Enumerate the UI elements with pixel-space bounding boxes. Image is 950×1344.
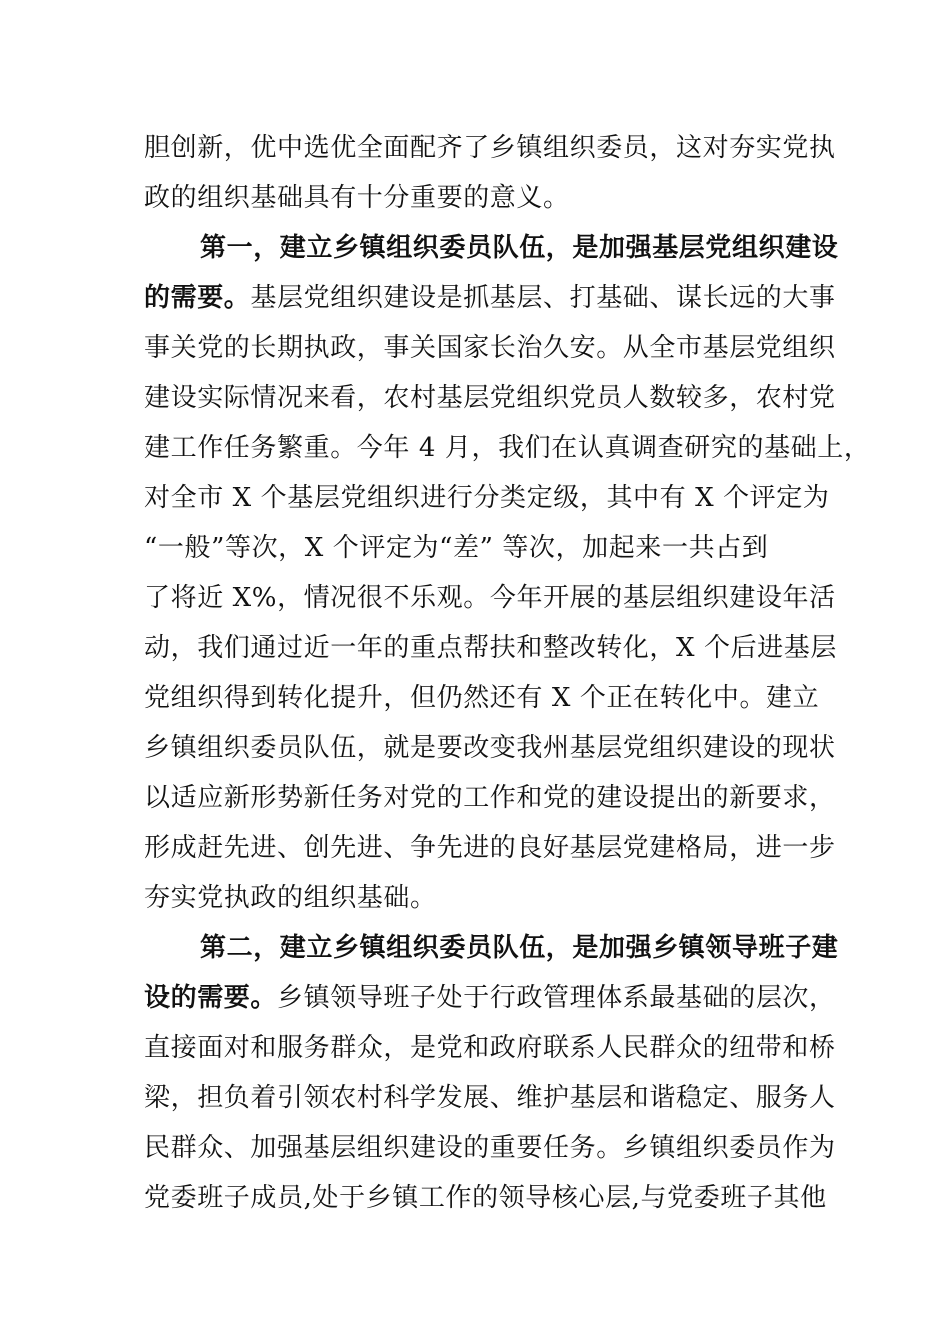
body-line-6: 建设实际情况来看，农村基层党组织党员人数较多，农村党 — [144, 383, 836, 413]
body-line-12: 党组织得到转化提升，但仍然还有 X 个正在转化中。建立 — [144, 683, 820, 713]
body-line-13: 乡镇组织委员队伍，就是要改变我州基层党组织建设的现状 — [144, 733, 836, 763]
section-two-heading-line-1 — [200, 928, 838, 968]
body-line-9: “一般”等次，X 个评定为“差” 等次，加起来一共占到 — [144, 533, 769, 563]
section-two-heading-line-2: 设的需要。乡镇领导班子处于行政管理体系最基础的层次， — [144, 983, 836, 1013]
section-one-heading-line-1 — [200, 228, 838, 268]
body-line-19: 直接面对和服务群众，是党和政府联系人民群众的纽带和桥 — [144, 1033, 836, 1063]
body-line-14: 以适应新形势新任务对党的工作和党的建设提出的新要求， — [144, 783, 836, 813]
section-two-heading: 第二，建立乡镇组织委员队伍，是加强乡镇领导班子建 — [200, 933, 839, 963]
body-line-11: 动，我们通过近一年的重点帮扶和整改转化，X 个后进基层 — [144, 633, 837, 663]
body-line-20: 梁，担负着引领农村科学发展、维护基层和谐稳定、服务人 — [144, 1083, 836, 1113]
body-line-10: 了将近 X%，情况很不乐观。今年开展的基层组织建设年活 — [144, 583, 836, 613]
section-one-heading-end: 的需要。 — [144, 283, 251, 313]
section-one-heading-line-2: 的需要。基层党组织建设是抓基层、打基础、谋长远的大事 — [144, 283, 836, 313]
body-line-22: 党委班子成员,处于乡镇工作的领导核心层,与党委班子其他 — [144, 1183, 827, 1213]
body-line-8: 对全市 X 个基层党组织进行分类定级，其中有 X 个评定为 — [144, 483, 830, 513]
body-line-7: 建工作任务繁重。今年 4 月，我们在认真调查研究的基础上， — [144, 433, 871, 463]
body-line-1: 胆创新，优中选优全面配齐了乡镇组织委员，这对夯实党执 — [144, 133, 836, 163]
body-line-2: 政的组织基础具有十分重要的意义。 — [144, 183, 570, 213]
body-line-21: 民群众、加强基层组织建设的重要任务。乡镇组织委员作为 — [144, 1133, 836, 1163]
body-line-15: 形成赶先进、创先进、争先进的良好基层党建格局，进一步 — [144, 833, 836, 863]
body-line-5: 事关党的长期执政，事关国家长治久安。从全市基层党组织 — [144, 333, 836, 363]
section-two-heading-end: 设的需要。 — [144, 983, 278, 1013]
section-one-heading: 第一，建立乡镇组织委员队伍，是加强基层党组织建设 — [200, 233, 839, 263]
body-line-16: 夯实党执政的组织基础。 — [144, 883, 437, 913]
